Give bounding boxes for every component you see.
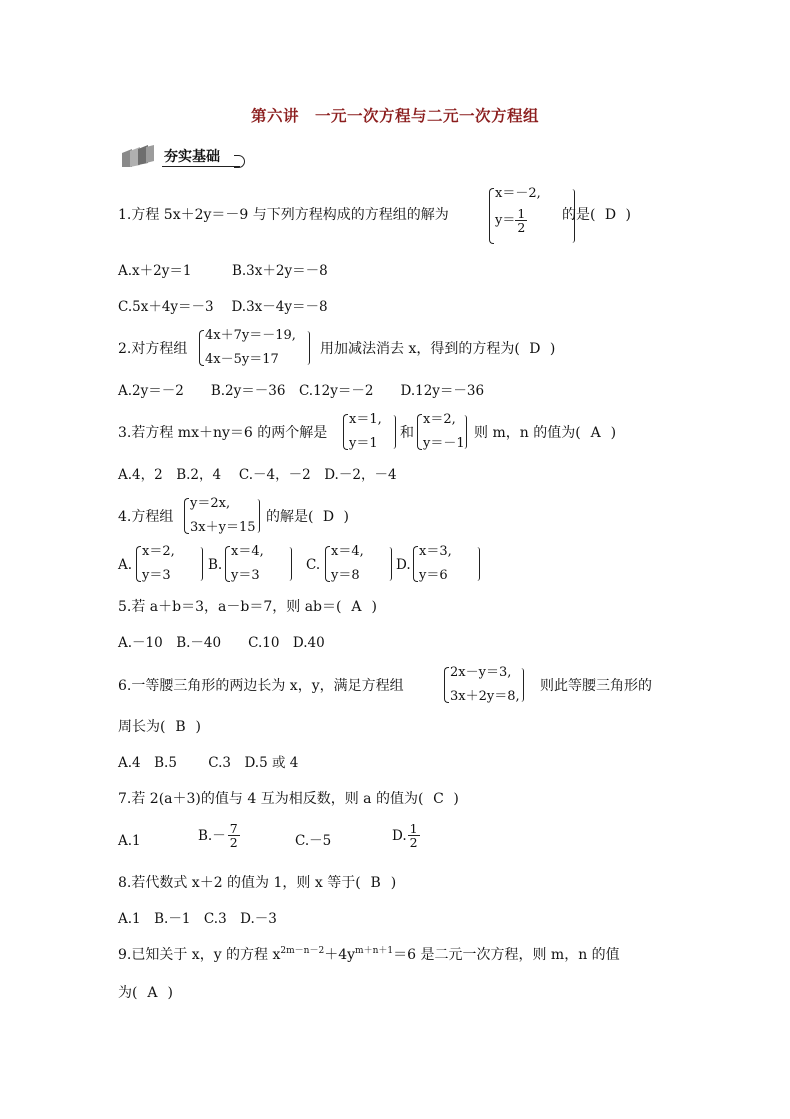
section-label: 夯实基础 [164,149,220,165]
question-2: 2.对方程组 [118,341,188,357]
q7-answer: C [433,791,444,807]
q1-answer: D [604,207,617,223]
q4-option-c: x＝4, y＝8 [322,545,394,583]
left-brace-icon [441,666,449,704]
q2-row2: 4x－5y＝17 [205,352,279,367]
q9-answer: A [147,985,158,1001]
q1-prefix: 1.方程 5x＋2y＝－9 与下列方程构成的方程组的解为 [118,207,449,223]
q7-option-b: B.－ $\frac{7}{2}$ [198,821,238,850]
q3-system-2: x＝2, y＝－1 [414,413,469,451]
q4-option-d: x＝3, y＝6 [410,545,482,583]
q6-system: 2x－y＝3, 3x＋2y＝8, [441,666,526,704]
q5-options: A.－10 B.－40 C.10 D.40 [118,635,325,651]
left-brace-icon [222,545,230,583]
q4-answer: D [322,509,335,525]
q2-options: A.2y＝－2 B.2y＝－36 C.12y＝－2 D.12y＝－36 [118,383,485,399]
q4-option-a: x＝2, y＝3 [133,545,205,583]
left-brace-icon [340,413,348,451]
q4-option-d-label: D. [396,557,411,573]
q9-line2: 为( A ) [118,985,173,1001]
question-3: 3.若方程 mx＋ny＝6 的两个解是 [118,425,328,441]
q3-system-1: x＝1, y＝1 [340,413,398,451]
q6-suffix: 则此等腰三角形的 [540,678,652,694]
q4-option-b: x＝4, y＝3 [222,545,294,583]
question-5: 5.若 a＋b＝3，a－b＝7，则 ab＝( A ) [118,599,377,615]
q5-answer: A [351,599,362,615]
q2-row1: 4x＋7y＝－19, [205,328,296,343]
question-4: 4.方程组 [118,509,174,525]
books-icon [120,145,156,169]
left-brace-icon [133,545,141,583]
q1-fraction: $\frac{1}{2}$ [517,206,526,235]
right-bracket-icon [452,545,482,583]
q2-answer: D [529,341,541,357]
q7-option-a: A.1 [118,833,141,849]
left-brace-icon [486,187,494,245]
q6-answer: B [175,719,186,735]
question-8: 8.若代数式 x＋2 的值为 1，则 x 等于( B ) [118,875,397,891]
left-brace-icon [181,497,189,535]
left-brace-icon [196,329,204,367]
q3-options: A.4，2 B.2，4 C.－4，－2 D.－2，－4 [118,467,397,483]
right-bracket-icon [465,413,469,451]
q1-sys-row2: y＝ $\frac{1}{2}$ [495,206,526,235]
q8-answer: B [370,875,381,891]
q7-option-d: D. $\frac{1}{2}$ [392,821,418,850]
q1-options-line1: A.x＋2y＝1 B.3x＋2y＝－8 [118,263,328,279]
left-brace-icon [322,545,330,583]
q7-option-d-fraction: $\frac{1}{2}$ [409,821,418,850]
q4-option-b-label: B. [208,557,223,573]
right-bracket-icon [256,497,262,535]
left-brace-icon [414,413,422,451]
section-curl [234,155,245,168]
right-bracket-icon [264,545,294,583]
q9-exponent-2: m＋n＋1 [355,946,394,956]
q9-exponent-1: 2m－n－2 [280,946,325,956]
q3-mid: 和 [400,425,414,441]
right-bracket-icon [382,413,398,451]
q4-suffix: 的解是( D ) [266,509,349,525]
q2-system [196,329,312,367]
q4-option-c-label: C. [306,557,321,573]
q7-option-b-fraction: $\frac{7}{2}$ [229,821,238,850]
right-bracket-icon [520,666,526,704]
left-brace-icon [410,545,418,583]
q6-options: A.4 B.5 C.3 D.5 或 4 [118,755,299,771]
question-1 [118,206,449,224]
q4-system: y＝2x, 3x＋y＝15 [181,497,262,535]
q6-line2: 周长为( B ) [118,719,201,735]
q3-answer: A [590,425,601,441]
right-bracket-icon [296,329,312,367]
page-title: 第六讲 一元一次方程与二元一次方程组 [250,107,539,125]
q1-sys-row1: x＝－2, [495,186,541,201]
q4-option-a-label: A. [118,557,133,573]
q1-suffix: 的是( D ) [562,207,631,223]
question-7: 7.若 2(a＋3)的值与 4 互为相反数，则 a 的值为( C ) [118,791,459,807]
q8-options: A.1 B.－1 C.3 D.－3 [118,911,277,927]
q2-suffix: 用加减法消去 x，得到的方程为( D ) [320,341,556,357]
right-bracket-icon [364,545,394,583]
right-bracket-icon [175,545,205,583]
q3-suffix: 则 m，n 的值为( A ) [474,425,617,441]
question-9: 9.已知关于 x，y 的方程 $x^{2m-n-2}+4y^{m+n+1}=6$ 是二元一次方程，则 m，n 的值 [118,946,620,963]
q1-options-line2: C.5x＋4y＝－3 D.3x－4y＝－8 [118,299,328,315]
question-6: 6.一等腰三角形的两边长为 x，y，满足方程组 [118,678,404,694]
section-underline [162,166,240,167]
q7-option-c: C.－5 [295,833,332,849]
section-header [118,144,258,172]
